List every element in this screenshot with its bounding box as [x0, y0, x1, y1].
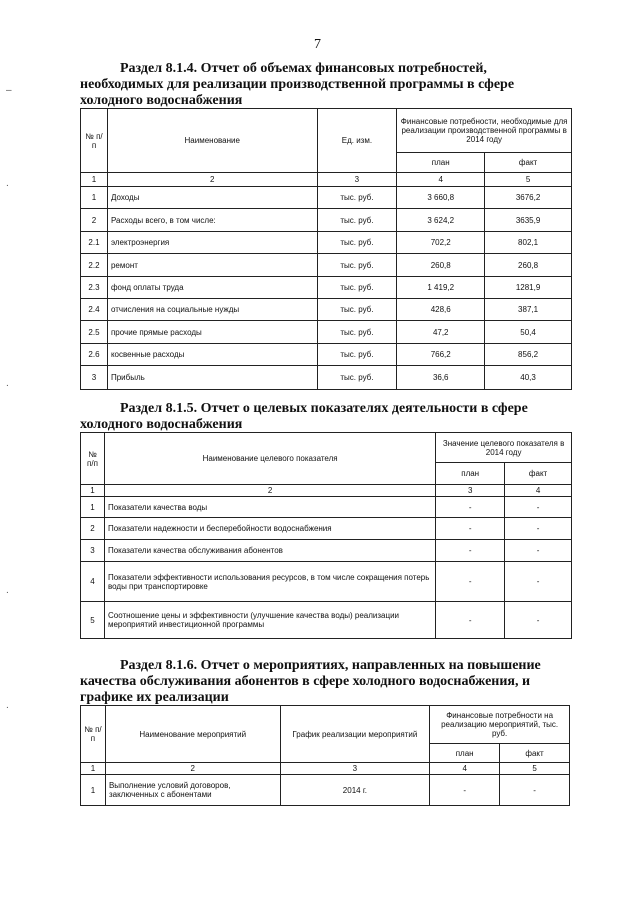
- cell-num: 3: [81, 540, 105, 562]
- header-num: № п/п: [81, 706, 106, 763]
- section-heading-8-1-6: [80, 658, 566, 706]
- header-plan: план: [397, 153, 485, 173]
- header-num: № п/п: [81, 109, 108, 173]
- header-financial-needs: Финансовые потребности на реализацию мероприятий, тыс. руб.: [430, 706, 570, 744]
- financial-needs-table: [80, 108, 572, 390]
- cell-plan: 702,2: [397, 232, 485, 254]
- heading-line: Раздел 8.1.6. Отчет о мероприятиях, направленных на повышение: [120, 658, 541, 673]
- cell-unit: тыс. руб.: [317, 209, 397, 232]
- heading-line: необходимых для реализации производственной программы в сфере: [80, 77, 515, 92]
- cell-schedule: 2014 г.: [280, 775, 430, 806]
- table-row: [81, 366, 572, 390]
- table-row: [81, 518, 572, 540]
- cell-name: Доходы: [107, 187, 317, 209]
- cell-plan: -: [436, 540, 505, 562]
- cell-fact: -: [505, 518, 572, 540]
- cell-fact: 387,1: [485, 299, 572, 321]
- cell-fact: 802,1: [485, 232, 572, 254]
- cell-plan: 428,6: [397, 299, 485, 321]
- cell-name: электроэнергия: [107, 232, 317, 254]
- table-row: [81, 232, 572, 254]
- index-cell: 3: [436, 485, 505, 497]
- cell-num: 4: [81, 562, 105, 602]
- cell-name: Выполнение условий договоров, заключенных с абонентами: [105, 775, 280, 806]
- cell-plan: -: [430, 775, 500, 806]
- header-financial-needs: Финансовые потребности, необходимые для реализации производственной программы в 2014 году: [397, 109, 572, 153]
- margin-mark: .: [6, 700, 9, 711]
- table-header-row: [81, 706, 570, 744]
- cell-num: 2.1: [81, 232, 108, 254]
- header-plan: план: [436, 463, 505, 485]
- cell-unit: тыс. руб.: [317, 187, 397, 209]
- table-row: [81, 775, 570, 806]
- cell-name: Показатели качества воды: [104, 497, 435, 518]
- cell-unit: тыс. руб.: [317, 344, 397, 366]
- index-cell: 1: [81, 763, 106, 775]
- table-row: [81, 562, 572, 602]
- cell-unit: тыс. руб.: [317, 321, 397, 344]
- cell-fact: 260,8: [485, 254, 572, 277]
- heading-line: холодного водоснабжения: [80, 93, 243, 108]
- header-fact: факт: [500, 744, 570, 763]
- header-value: Значение целевого показателя в 2014 году: [436, 433, 572, 463]
- margin-mark: .: [6, 378, 9, 389]
- cell-num: 2.5: [81, 321, 108, 344]
- index-row: [81, 763, 570, 775]
- header-fact: факт: [485, 153, 572, 173]
- cell-name: косвенные расходы: [107, 344, 317, 366]
- index-cell: 2: [107, 173, 317, 187]
- cell-fact: 50,4: [485, 321, 572, 344]
- cell-plan: -: [436, 497, 505, 518]
- header-num: № п/п: [81, 433, 105, 485]
- cell-plan: 766,2: [397, 344, 485, 366]
- table-row: [81, 254, 572, 277]
- table-row: [81, 602, 572, 639]
- cell-num: 1: [81, 187, 108, 209]
- target-indicators-table: [80, 432, 572, 639]
- index-cell: 4: [505, 485, 572, 497]
- table-row: [81, 540, 572, 562]
- cell-plan: 47,2: [397, 321, 485, 344]
- header-unit: Ед. изм.: [317, 109, 397, 173]
- cell-fact: -: [505, 540, 572, 562]
- index-cell: 1: [81, 485, 105, 497]
- table-row: [81, 277, 572, 299]
- header-name: Наименование целевого показателя: [104, 433, 435, 485]
- index-cell: 3: [317, 173, 397, 187]
- header-name: Наименование мероприятий: [105, 706, 280, 763]
- header-plan: план: [430, 744, 500, 763]
- table-row: [81, 497, 572, 518]
- cell-unit: тыс. руб.: [317, 254, 397, 277]
- table-header-row: [81, 109, 572, 153]
- heading-line: Раздел 8.1.4. Отчет об объемах финансовых потребностей,: [120, 61, 487, 76]
- cell-name: ремонт: [107, 254, 317, 277]
- cell-fact: -: [505, 497, 572, 518]
- cell-plan: 3 624,2: [397, 209, 485, 232]
- cell-unit: тыс. руб.: [317, 232, 397, 254]
- cell-num: 5: [81, 602, 105, 639]
- cell-name: Показатели качества обслуживания абонентов: [104, 540, 435, 562]
- cell-name: Расходы всего, в том числе:: [107, 209, 317, 232]
- cell-name: Показатели эффективности использования ресурсов, в том числе сокращения потерь воды при транспортировке: [104, 562, 435, 602]
- cell-fact: 40,3: [485, 366, 572, 390]
- heading-line: графике их реализации: [80, 690, 229, 705]
- cell-plan: 1 419,2: [397, 277, 485, 299]
- cell-unit: тыс. руб.: [317, 299, 397, 321]
- table-header-row: [81, 433, 572, 463]
- header-fact: факт: [505, 463, 572, 485]
- customer-service-measures-table: [80, 705, 570, 806]
- header-schedule: График реализации мероприятий: [280, 706, 430, 763]
- index-cell: 1: [81, 173, 108, 187]
- cell-num: 3: [81, 366, 108, 390]
- index-cell: 5: [500, 763, 570, 775]
- cell-fact: 3635,9: [485, 209, 572, 232]
- cell-fact: 856,2: [485, 344, 572, 366]
- index-cell: 3: [280, 763, 430, 775]
- cell-num: 2.4: [81, 299, 108, 321]
- section-heading-8-1-4: [80, 61, 566, 109]
- heading-line: Раздел 8.1.5. Отчет о целевых показателях деятельности в сфере: [120, 401, 528, 416]
- header-name: Наименование: [107, 109, 317, 173]
- cell-name: прочие прямые расходы: [107, 321, 317, 344]
- cell-name: Соотношение цены и эффективности (улучшение качества воды) реализации мероприятий инвестиционной программы: [104, 602, 435, 639]
- cell-unit: тыс. руб.: [317, 366, 397, 390]
- cell-num: 2.3: [81, 277, 108, 299]
- margin-mark: .: [6, 178, 9, 189]
- page-number: 7: [314, 37, 321, 52]
- cell-name: фонд оплаты труда: [107, 277, 317, 299]
- cell-fact: -: [505, 562, 572, 602]
- cell-num: 2.6: [81, 344, 108, 366]
- index-cell: 5: [485, 173, 572, 187]
- cell-fact: 1281,9: [485, 277, 572, 299]
- table-row: [81, 299, 572, 321]
- cell-num: 1: [81, 497, 105, 518]
- cell-fact: -: [505, 602, 572, 639]
- cell-name: Показатели надежности и бесперебойности водоснабжения: [104, 518, 435, 540]
- cell-plan: -: [436, 562, 505, 602]
- index-cell: 2: [105, 763, 280, 775]
- table-row: [81, 321, 572, 344]
- table-row: [81, 209, 572, 232]
- section-heading-8-1-5: [80, 401, 566, 433]
- cell-fact: -: [500, 775, 570, 806]
- heading-line: холодного водоснабжения: [80, 417, 243, 432]
- cell-plan: 3 660,8: [397, 187, 485, 209]
- cell-plan: 260,8: [397, 254, 485, 277]
- index-row: [81, 173, 572, 187]
- cell-num: 2: [81, 518, 105, 540]
- table-row: [81, 344, 572, 366]
- heading-line: качества обслуживания абонентов в сфере холодного водоснабжения, и: [80, 674, 531, 689]
- cell-num: 2: [81, 209, 108, 232]
- index-cell: 4: [430, 763, 500, 775]
- index-cell: 2: [104, 485, 435, 497]
- cell-unit: тыс. руб.: [317, 277, 397, 299]
- margin-mark: .: [6, 585, 9, 596]
- table-row: [81, 187, 572, 209]
- cell-plan: -: [436, 518, 505, 540]
- index-cell: 4: [397, 173, 485, 187]
- cell-num: 1: [81, 775, 106, 806]
- cell-plan: -: [436, 602, 505, 639]
- margin-mark: –: [6, 85, 12, 96]
- cell-fact: 3676,2: [485, 187, 572, 209]
- cell-name: Прибыль: [107, 366, 317, 390]
- cell-name: отчисления на социальные нужды: [107, 299, 317, 321]
- cell-num: 2.2: [81, 254, 108, 277]
- cell-plan: 36,6: [397, 366, 485, 390]
- index-row: [81, 485, 572, 497]
